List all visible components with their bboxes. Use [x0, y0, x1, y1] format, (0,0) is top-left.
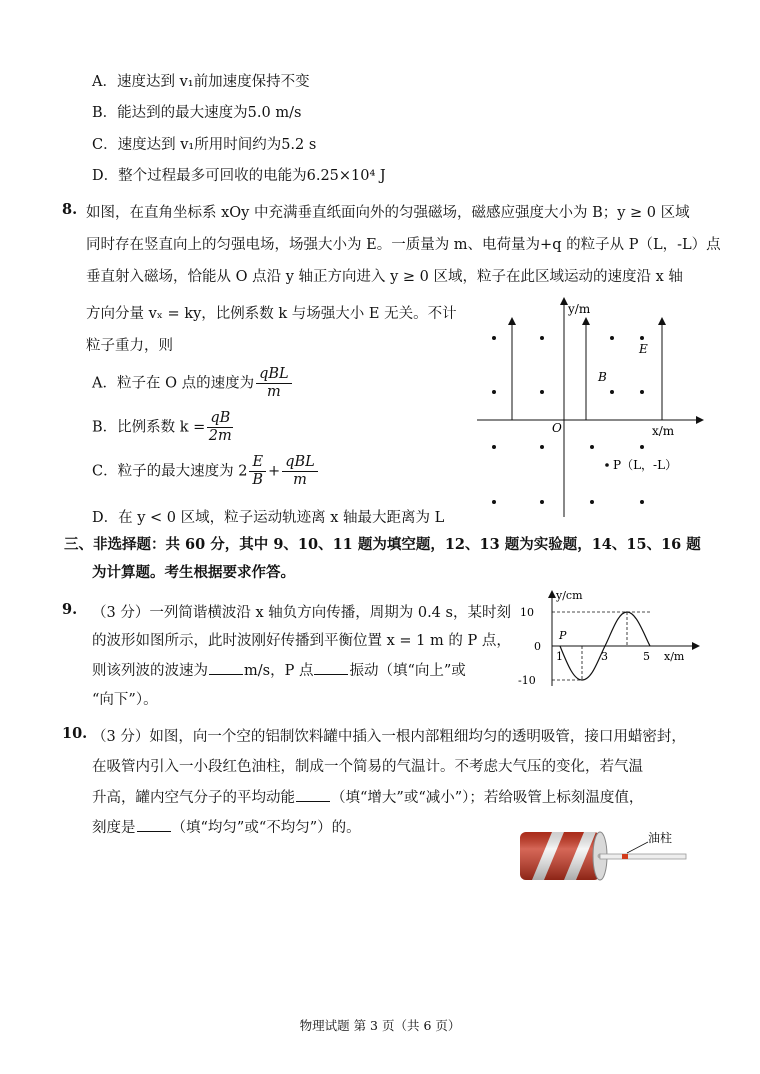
- q8-line5: 粒子重力，则: [86, 338, 173, 354]
- oil-column-label: 油柱: [648, 831, 673, 845]
- q8-option-c-numerator-1: E: [249, 454, 266, 472]
- wave-y-tick-0: 0: [534, 640, 541, 653]
- q8-option-b: [92, 410, 235, 445]
- q8-number: 8.: [62, 201, 78, 218]
- fig8-p-label: P（L，-L）: [613, 458, 678, 472]
- q8-option-a-prefix: A．粒子在 O 点的速度为: [92, 375, 255, 392]
- q10-answer-blank-2: [137, 818, 171, 832]
- q10-answer-blank-1: [296, 788, 330, 802]
- q8-option-c-numerator-2: qBL: [282, 454, 318, 472]
- wave-y-label: y/cm: [556, 590, 583, 602]
- q8-line2: 同时存在竖直向上的匀强电场，场强大小为 E。一质量为 m、电荷量为+q 的粒子从 P（L，-L）点: [86, 237, 721, 253]
- wave-y-tick-neg10: -10: [518, 674, 536, 687]
- fig8-e-label: E: [639, 342, 648, 356]
- wave-x-tick-3: 3: [601, 650, 608, 663]
- q8-option-c-plus: +: [268, 463, 281, 480]
- section3-line2: 为计算题。考生根据要求作答。: [92, 564, 295, 581]
- q9-line3: [92, 659, 466, 680]
- q8-option-c-prefix: C．粒子的最大速度为 2: [92, 463, 248, 480]
- wave-y-tick-10: 10: [520, 606, 534, 619]
- q8-option-b-numerator: qB: [207, 410, 233, 428]
- section3-line1: 三、非选择题：共 60 分，其中 9、10、11 题为填空题，12、13 题为实验题，14、15、16 题: [64, 536, 701, 553]
- oil-column-pointer: [627, 842, 648, 853]
- q7-option-d: D．整个过程最多可回收的电能为6.25×10⁴ J: [92, 168, 386, 184]
- q8-option-a-fraction: [256, 366, 292, 401]
- q8-option-b-denominator: 2m: [208, 428, 232, 444]
- q8-option-c: [92, 454, 320, 489]
- q8-option-b-fraction: [207, 410, 233, 445]
- q9-line3-c: 振动（填“向上”或: [349, 663, 466, 679]
- q8-option-c-fraction-1: [249, 454, 266, 489]
- q10-line4-a: 刻度是: [92, 820, 136, 836]
- q8-option-c-denominator-1: B: [252, 472, 264, 488]
- q8-field-diagram: [472, 295, 707, 520]
- q10-line4: [92, 816, 361, 837]
- q8-line1: 如图，在直角坐标系 xOy 中充满垂直纸面向外的匀强磁场，磁感应强度大小为 B；y ≥ 0 区域: [86, 205, 690, 221]
- fig8-x-label: x/m: [652, 424, 675, 438]
- can-body: [520, 832, 600, 880]
- q10-line2: 在吸管内引入一小段红色油柱，制成一个简易的气温计。不考虑大气压的变化，若气温: [92, 759, 643, 775]
- q8-option-c-fraction-2: [282, 454, 318, 489]
- q8-option-a-numerator: qBL: [256, 366, 292, 384]
- oil-column: [622, 854, 628, 859]
- q8-option-c-denominator-2: m: [293, 472, 307, 488]
- q7-option-c: C．速度达到 v₁所用时间约为5.2 s: [92, 137, 317, 153]
- q9-answer-blank-2: [314, 661, 348, 675]
- q10-line3: [92, 786, 643, 807]
- fig8-origin-label: O: [552, 421, 562, 435]
- q8-line3: 垂直射入磁场，恰能从 O 点沿 y 轴正方向进入 y ≥ 0 区域，粒子在此区域运动的速度沿 x 轴: [86, 269, 683, 285]
- q8-option-a-denominator: m: [266, 384, 281, 400]
- q10-line1: （3 分）如图，向一个空的铝制饮料罐中插入一根内部粗细均匀的透明吸管，接口用蜡密封，: [92, 729, 686, 745]
- q8-option-b-prefix: B．比例系数 k =: [92, 419, 206, 436]
- wave-x-label: x/m: [664, 650, 685, 663]
- q9-number: 9.: [62, 601, 78, 618]
- q10-line4-b: （填“均匀”或“不均匀”）的。: [171, 820, 361, 836]
- q9-wave-graph: [512, 590, 702, 690]
- wave-p-label: P: [559, 629, 567, 642]
- q9-line1: （3 分）一列简谐横波沿 x 轴负方向传播，周期为 0.4 s，某时刻: [92, 605, 511, 621]
- q8-option-a: [92, 366, 294, 401]
- q9-answer-blank-1: [209, 661, 243, 675]
- q9-line2: 的波形如图所示，此时波刚好传播到平衡位置 x = 1 m 的 P 点，: [92, 633, 511, 649]
- straw: [600, 854, 686, 859]
- q9-line3-a: 则该列波的波速为: [92, 663, 208, 679]
- q7-option-a: A．速度达到 v₁前加速度保持不变: [92, 74, 310, 90]
- q8-option-d: D．在 y < 0 区域，粒子运动轨迹离 x 轴最大距离为 L: [92, 510, 445, 526]
- q9-line4: “向下”）。: [92, 692, 158, 708]
- q10-line3-a: 升高，罐内空气分子的平均动能: [92, 790, 295, 806]
- q7-option-b: B．能达到的最大速度为5.0 m/s: [92, 105, 302, 121]
- page-footer: 物理试题 第 3 页（共 6 页）: [299, 1018, 461, 1033]
- wave-x-tick-1: 1: [556, 650, 563, 663]
- q10-can-thermometer: [512, 826, 692, 884]
- q10-line3-b: （填“增大”或“减小”）；若给吸管上标刻温度值，: [331, 790, 644, 806]
- q9-line3-b: m/s，P 点: [244, 663, 314, 679]
- fig8-b-label: B: [598, 370, 607, 384]
- wave-x-tick-5: 5: [643, 650, 650, 663]
- fig8-y-label: y/m: [568, 302, 591, 316]
- q10-number: 10.: [62, 725, 88, 742]
- q8-line4: 方向分量 vₓ = ky，比例系数 k 与场强大小 E 无关。不计: [86, 306, 457, 322]
